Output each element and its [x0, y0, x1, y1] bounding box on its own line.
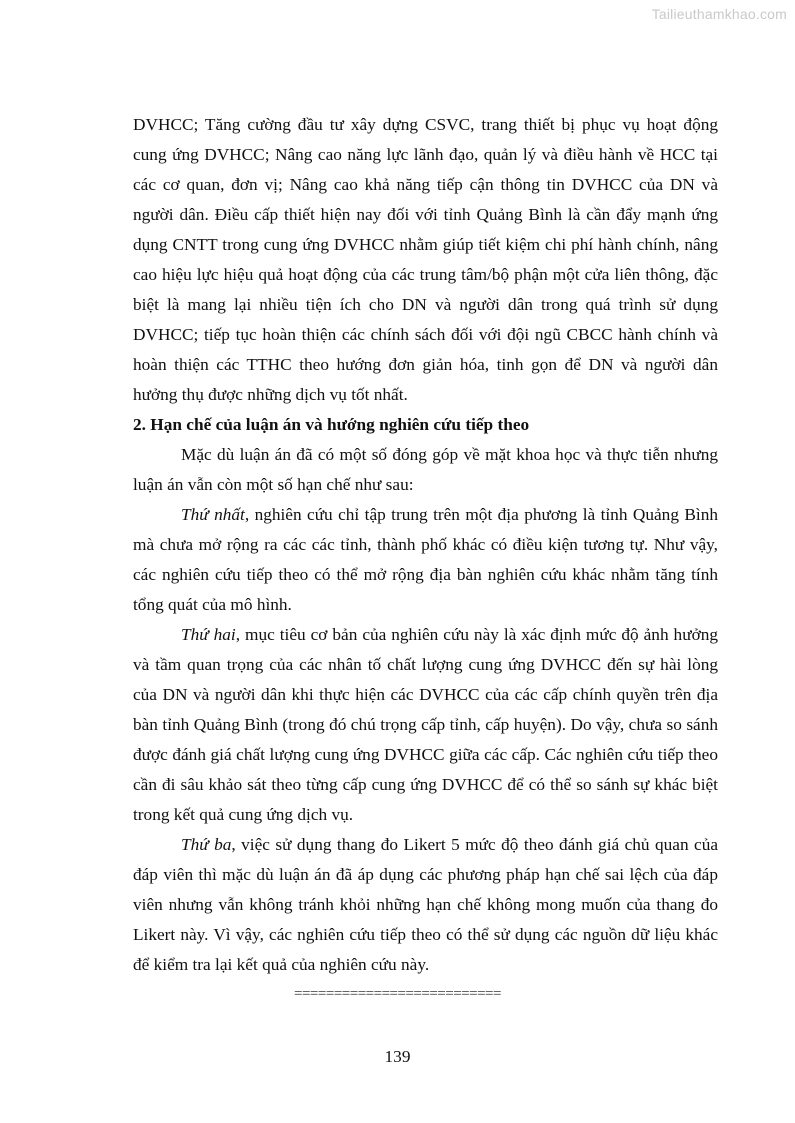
limitation-text-1: , nghiên cứu chỉ tập trung trên một địa phương là tỉnh Quảng Bình mà chưa mở rộng ra các các tỉnh, thành phố khác có điều kiện tương tự. Như vậy, các nghiên cứu tiếp theo có thể mở rộng địa bàn nghiên cứu khác nhằm tăng tính tổng quát của mô hình.	[133, 505, 718, 614]
section-heading: 2. Hạn chế của luận án và hướng nghiên cứu tiếp theo	[133, 415, 530, 434]
paragraph-continuation: DVHCC; Tăng cường đầu tư xây dựng CSVC, trang thiết bị phục vụ hoạt động cung ứng DVHCC; Nâng cao năng lực lãnh đạo, quản lý và điều hành về HCC tại các cơ quan, đơn vị; Nâng cao khả năng tiếp cận thông tin DVHCC của DN và người dân. Điều cấp thiết hiện nay đối với tỉnh Quảng Bình là cần đẩy mạnh ứng dụng CNTT trong cung ứng DVHCC nhằm giúp tiết kiệm chi phí hành chính, nâng cao hiệu lực hiệu quả hoạt động của các trung tâm/bộ phận một cửa liên thông, đặc biệt là mang lại nhiều tiện ích cho DN và người dân trong quá trình sử dụng DVHCC; tiếp tục hoàn thiện các chính sách đối với đội ngũ CBCC hành chính và hoàn thiện các TTHC theo hướng đơn giản hóa, tinh gọn để DN và người dân hưởng thụ được những dịch vụ tốt nhất.	[133, 115, 718, 404]
intro-paragraph: Mặc dù luận án đã có một số đóng góp về mặt khoa học và thực tiễn nhưng luận án vẫn còn một số hạn chế như sau:	[133, 445, 718, 494]
watermark-text: Tailieuthamkhao.com	[651, 6, 787, 22]
limitation-label-1: Thứ nhất	[181, 505, 245, 524]
limitation-label-3: Thứ ba	[181, 835, 232, 854]
page-number: 139	[384, 1047, 411, 1066]
limitation-text-2: , mục tiêu cơ bản của nghiên cứu này là xác định mức độ ảnh hưởng và tầm quan trọng của các nhân tố chất lượng cung ứng DVHCC đến sự hài lòng của DN và người dân khi thực hiện các DVHCC của các cấp chính quyền trên địa bàn tỉnh Quảng Bình (trong đó chú trọng cấp tỉnh, cấp huyện). Do vậy, chưa so sánh được đánh giá chất lượng cung ứng DVHCC giữa các cấp. Các nghiên cứu tiếp theo cần đi sâu khảo sát theo từng cấp cung ứng DVHCC để có thể so sánh sự khác biệt trong kết quả cung ứng dịch vụ.	[133, 625, 718, 824]
document-body	[133, 110, 718, 980]
limitation-paragraph-1	[133, 500, 718, 620]
limitation-paragraph-2	[133, 620, 718, 830]
limitation-label-2: Thứ hai	[181, 625, 236, 644]
section-divider: ==========================	[294, 986, 501, 1002]
limitation-text-3: , việc sử dụng thang đo Likert 5 mức độ theo đánh giá chủ quan của đáp viên thì mặc dù luận án đã áp dụng các phương pháp hạn chế sai lệch của đáp viên nhưng vẫn không tránh khỏi những hạn chế không mong muốn của thang đo Likert này. Vì vậy, các nghiên cứu tiếp theo có thể sử dụng các nguồn dữ liệu khác để kiểm tra lại kết quả của nghiên cứu này.	[133, 835, 719, 974]
limitation-paragraph-3	[133, 830, 718, 980]
